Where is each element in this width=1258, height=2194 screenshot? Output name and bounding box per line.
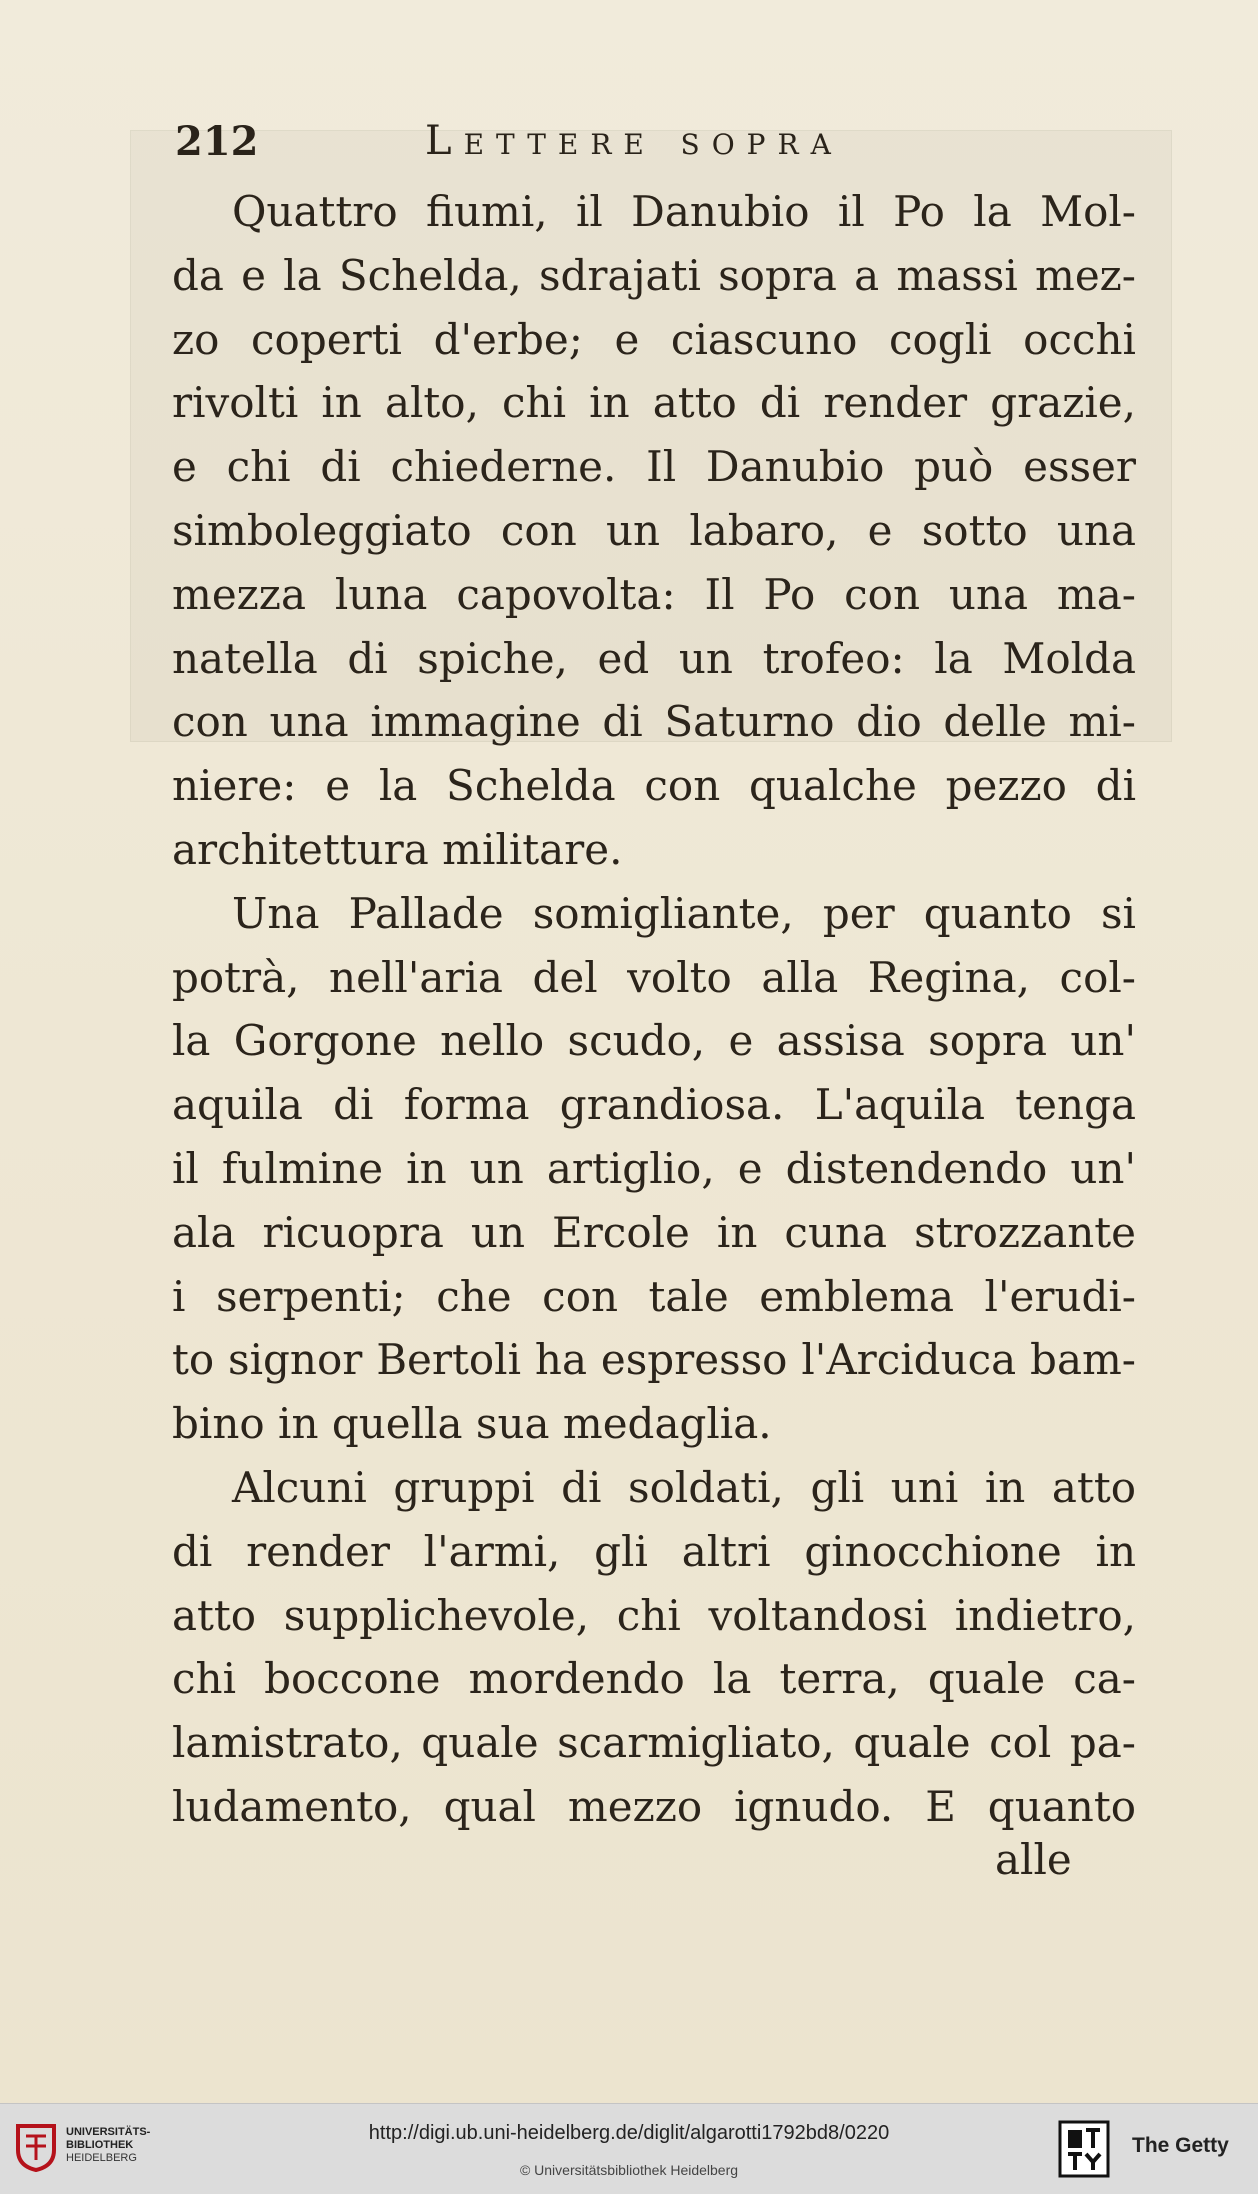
page-number: 212 xyxy=(175,118,259,165)
paragraph-2 xyxy=(172,882,1136,1456)
text-line: il fulmine in un artiglio, e distendendo un' xyxy=(172,1143,1136,1193)
text-line: simboleggiato con un labaro, e sotto una xyxy=(172,505,1136,555)
library-name-line: UNIVERSITÄTS- xyxy=(66,2126,151,2138)
text-line: potrà, nell'aria del volto alla Regina, col- xyxy=(172,952,1136,1002)
running-title: Lettere sopra xyxy=(425,118,843,164)
text-line: bino in quella sua medaglia. xyxy=(172,1399,772,1449)
text-line: ala ricuopra un Ercole in cuna strozzante xyxy=(172,1207,1136,1257)
text-line: natella di spiche, ed un trofeo: la Molda xyxy=(172,633,1136,683)
text-line: chi boccone mordendo la terra, quale ca- xyxy=(172,1654,1136,1704)
paragraph-1 xyxy=(172,180,1136,882)
text-line: mezza luna capovolta: Il Po con una ma- xyxy=(172,569,1136,619)
text-line: rivolti in alto, chi in atto di render grazie, xyxy=(172,378,1136,428)
text-line: i serpenti; che con tale emblema l'erudi- xyxy=(172,1271,1136,1321)
text-line: to signor Bertoli ha espresso l'Arciduca bam- xyxy=(172,1335,1136,1385)
text-line: la Gorgone nello scudo, e assisa sopra un' xyxy=(172,1016,1136,1066)
text-line: atto supplichevole, chi voltandosi indietro, xyxy=(172,1590,1136,1640)
text-line: aquila di forma grandiosa. L'aquila tenga xyxy=(172,1080,1136,1130)
text-line: architettura militare. xyxy=(172,824,623,874)
text-line: Una Pallade somigliante, per quanto si xyxy=(232,888,1136,938)
copyright-notice: © Universitätsbibliothek Heidelberg xyxy=(519,2162,739,2178)
paragraph-3 xyxy=(172,1456,1136,1839)
library-name-line: HEIDELBERG xyxy=(66,2152,137,2164)
text-line: ludamento, qual mezzo ignudo. E quanto xyxy=(172,1781,1136,1831)
text-line: Quattro fiumi, il Danubio il Po la Mol- xyxy=(232,187,1136,236)
text-line: e chi di chiederne. Il Danubio può esser xyxy=(172,442,1136,492)
text-line: lamistrato, quale scarmigliato, quale col pa- xyxy=(172,1718,1136,1768)
body-text xyxy=(172,180,1136,1839)
getty-label[interactable]: The Getty xyxy=(1132,2134,1229,2157)
catchword: alle xyxy=(995,1835,1072,1884)
page-header xyxy=(175,118,1175,178)
text-line: con una immagine di Saturno dio delle mi- xyxy=(172,697,1136,747)
text-line: di render l'armi, gli altri ginocchione in xyxy=(172,1526,1136,1576)
viewer-footer xyxy=(0,2103,1258,2194)
library-name-line: BIBLIOTHEK xyxy=(66,2139,134,2151)
text-line: zo coperti d'erbe; e ciascuno cogli occhi xyxy=(172,314,1136,364)
text-line: niere: e la Schelda con qualche pezzo di xyxy=(172,761,1136,811)
text-line: da e la Schelda, sdrajati sopra a massi mez- xyxy=(172,250,1136,300)
permalink-url[interactable]: http://digi.ub.uni-heidelberg.de/diglit/algarotti1792bd8/0220 xyxy=(368,2122,890,2144)
text-line: Alcuni gruppi di soldati, gli uni in atto xyxy=(232,1462,1136,1512)
getty-logo-icon[interactable] xyxy=(1058,2120,1110,2178)
